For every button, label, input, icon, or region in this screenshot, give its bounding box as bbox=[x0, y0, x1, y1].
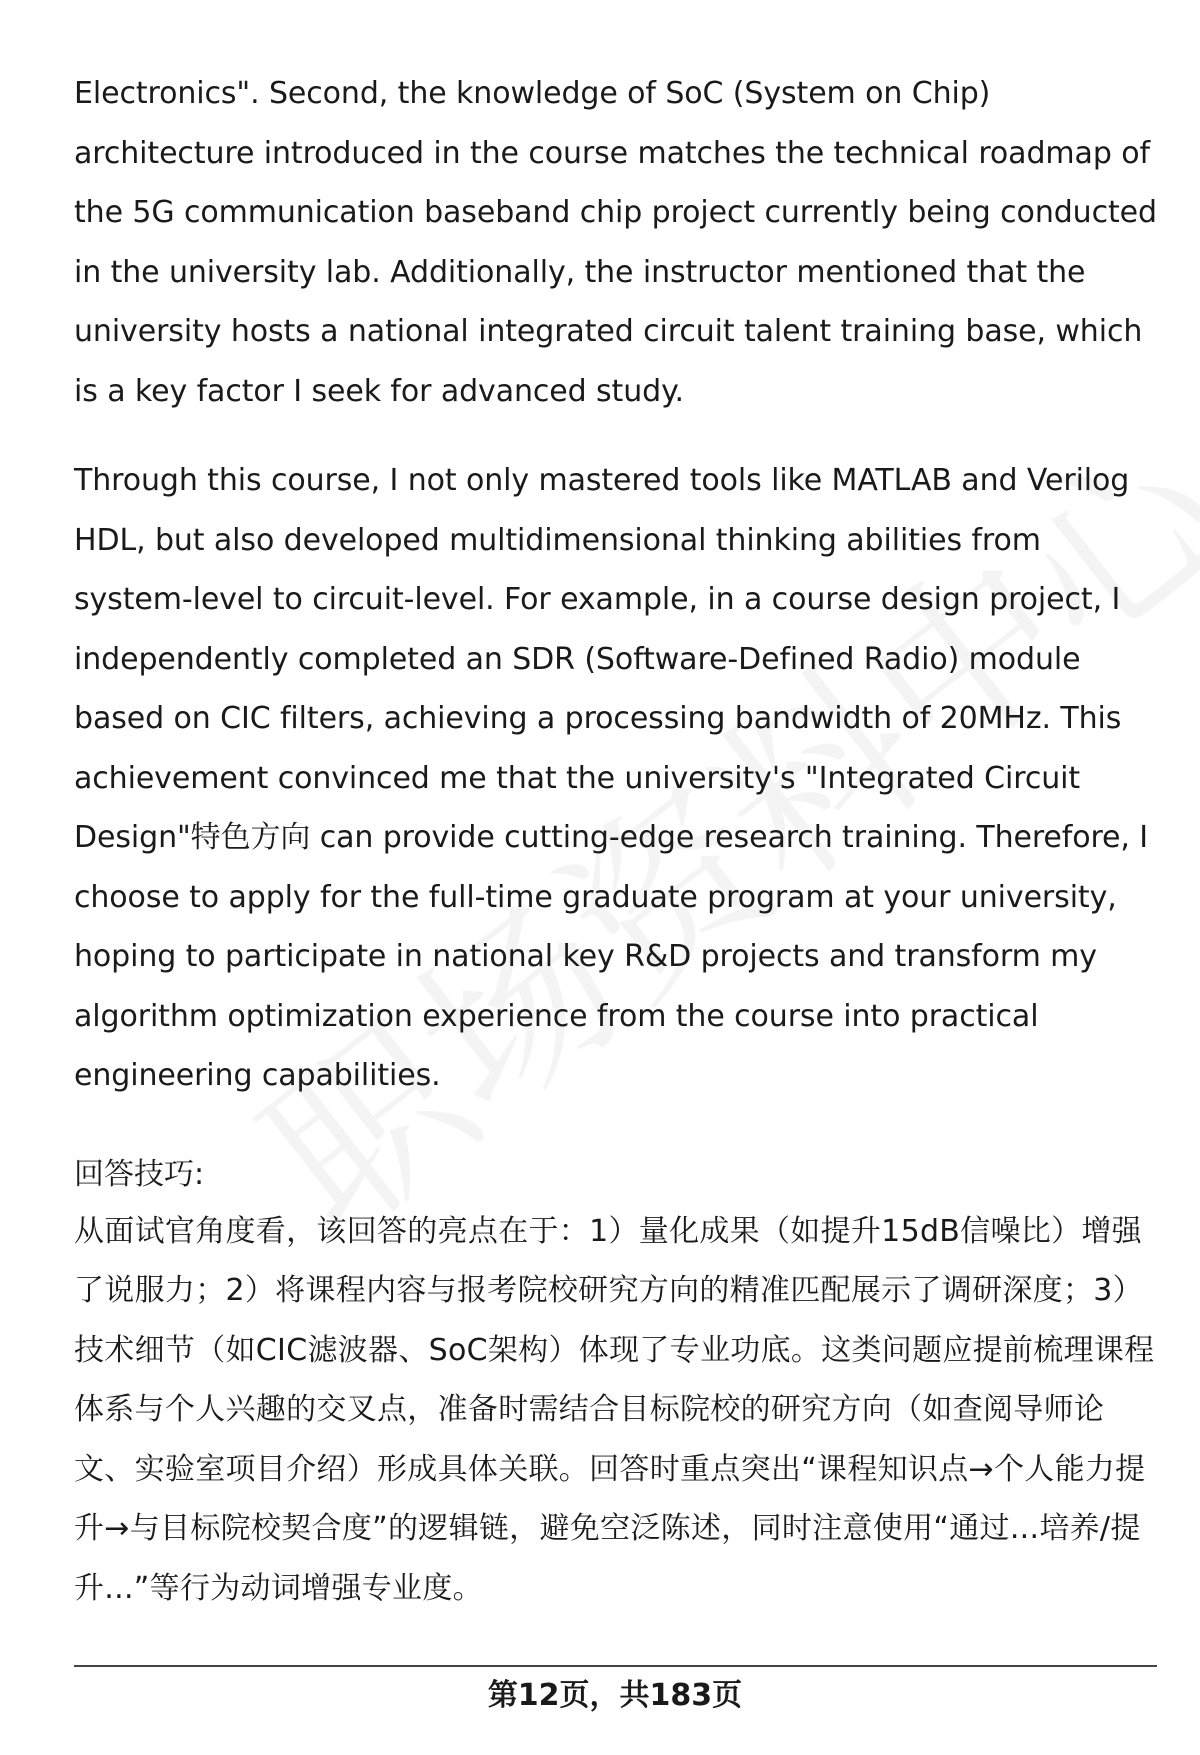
answer-tips-section bbox=[74, 1148, 1160, 1619]
document-body bbox=[74, 64, 1160, 1618]
answer-tips-heading: 回答技巧: bbox=[74, 1156, 205, 1192]
paragraph-2: Through this course, I not only mastered tools like MATLAB and Verilog HDL, but also developed multidimensional thinking abilities from system-level to circuit-level. For example, in a course design project, I independently completed an SDR (Software-Defined Radio) module based on CIC filters, achieving a processing bandwidth of 20MHz. This achievement convinced me that the university's "Integrated Circuit Design"特色方向 can provide cutting-edge research training. Therefore, I choose to apply for the full-time graduate program at your university, hoping to participate in national key R&D projects and transform my algorithm optimization experience from the course into practical engineering capabilities. bbox=[74, 463, 1149, 1093]
page-number: 第12页，共183页 bbox=[487, 1678, 743, 1713]
footer-divider bbox=[74, 1665, 1157, 1667]
paragraph-1: Electronics". Second, the knowledge of SoC (System on Chip) architecture introduced in the course matches the technical roadmap of the 5G communication baseband chip project currently being conducted in the university lab. Additionally, the instructor mentioned that the university hosts a national integrated circuit talent training base, which is a key factor I seek for advanced study. bbox=[74, 76, 1157, 409]
answer-tips-body: 从面试官角度看，该回答的亮点在于：1）量化成果（如提升15dB信噪比）增强了说服力；2）将课程内容与报考院校研究方向的精准匹配展示了调研深度；3）技术细节（如CIC滤波器、SoC架构）体现了专业功底。这类问题应提前梳理课程体系与个人兴趣的交叉点，准备时需结合目标院校的研究方向（如查阅导师论文、实验室项目介绍）形成具体关联。回答时重点突出“课程知识点→个人能力提升→与目标院校契合度”的逻辑链，避免空泛陈述，同时注意使用“通过...培养/提升...”等行为动词增强专业度。 bbox=[74, 1213, 1155, 1606]
